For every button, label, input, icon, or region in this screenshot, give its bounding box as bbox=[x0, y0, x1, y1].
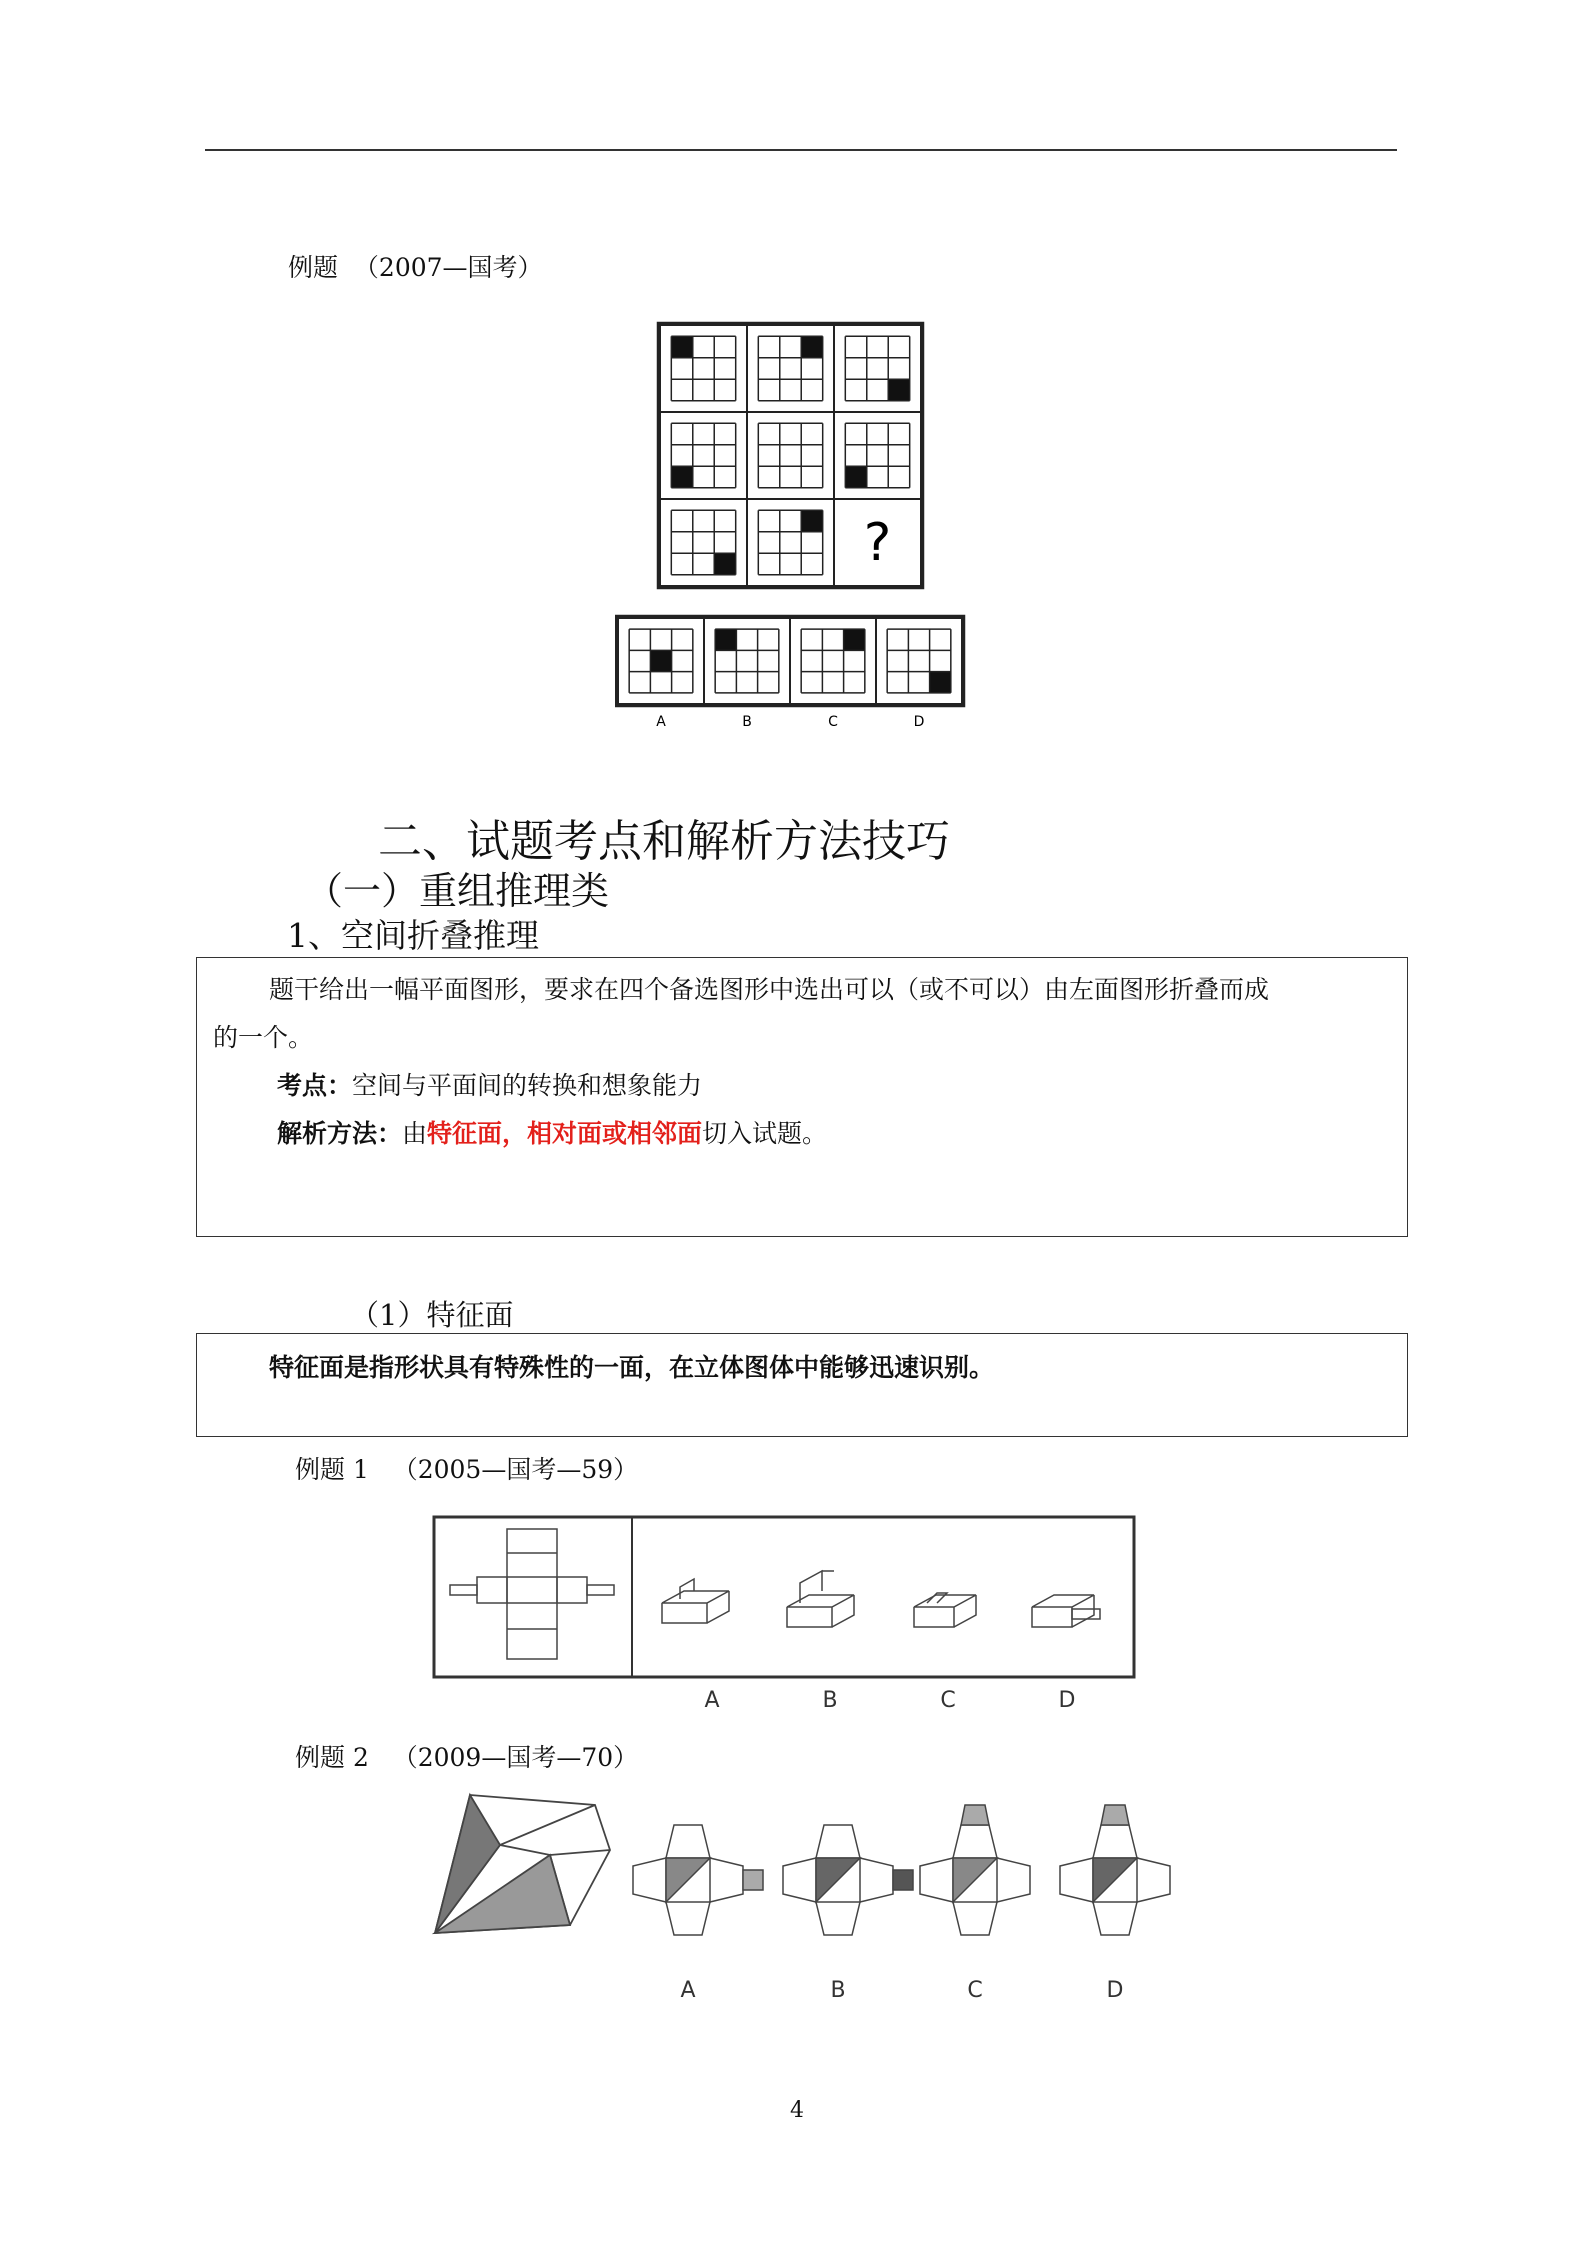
solid-figure bbox=[435, 1795, 610, 1933]
matrix-tile bbox=[747, 325, 834, 412]
question-mark: ? bbox=[863, 512, 892, 573]
item-heading: 1、空间折叠推理 bbox=[287, 916, 539, 955]
exam-point-label: 考点： bbox=[277, 1071, 353, 1100]
example-2-option-a: A bbox=[680, 1978, 696, 2003]
analysis-method-highlight: 特征面，相对面或相邻面 bbox=[427, 1119, 703, 1148]
matrix-puzzle-figure bbox=[615, 320, 975, 730]
net-option-c bbox=[920, 1805, 1030, 1935]
example-1-option-a: A bbox=[704, 1688, 720, 1713]
option-label-c: C bbox=[828, 714, 838, 730]
analysis-method bbox=[277, 1110, 827, 1157]
example-1-option-b: B bbox=[822, 1688, 838, 1713]
exam-point-text: 空间与平面间的转换和想象能力 bbox=[352, 1071, 703, 1100]
header-rule bbox=[205, 149, 1397, 151]
description-line-1: 题干给出一幅平面图形，要求在四个备选图形中选出可以（或不可以）由左面图形折叠而成 bbox=[269, 975, 1270, 1004]
net-option-d bbox=[1060, 1805, 1170, 1935]
example-0-title bbox=[288, 248, 543, 284]
analysis-method-suffix: 切入试题。 bbox=[702, 1119, 828, 1148]
net-option-b bbox=[783, 1825, 913, 1935]
cube-option-d bbox=[1032, 1595, 1100, 1627]
option-label-b: B bbox=[742, 714, 752, 730]
option-tile-c bbox=[790, 618, 876, 704]
matrix-tile bbox=[660, 412, 747, 499]
example-2-title bbox=[295, 1738, 638, 1774]
cube-net-figure bbox=[450, 1529, 614, 1659]
description-box bbox=[196, 957, 1408, 1237]
option-tile-d bbox=[876, 618, 962, 704]
page-number: 4 bbox=[790, 2098, 804, 2123]
sub-heading: （一）重组推理类 bbox=[305, 869, 610, 913]
analysis-method-prefix: 由 bbox=[402, 1119, 428, 1148]
example-0-label: 例题 bbox=[288, 253, 339, 282]
description-line-2: 的一个。 bbox=[213, 1023, 314, 1052]
matrix-tile bbox=[834, 412, 921, 499]
feature-text: 特征面是指形状具有特殊性的一面，在立体图体中能够迅速识别。 bbox=[269, 1353, 995, 1382]
example-1-label: 例题 1 bbox=[295, 1455, 369, 1484]
example-1-figure bbox=[432, 1515, 1152, 1715]
cube-option-c bbox=[914, 1593, 976, 1627]
option-tile-a bbox=[618, 618, 704, 704]
example-1-title bbox=[295, 1450, 638, 1486]
example-1-source: （2005—国考—59） bbox=[392, 1455, 639, 1484]
example-2-source: （2009—国考—70） bbox=[392, 1743, 639, 1772]
example-2-option-b: B bbox=[830, 1978, 846, 2003]
matrix-tile bbox=[747, 499, 834, 586]
feature-box bbox=[196, 1333, 1408, 1437]
analysis-method-label: 解析方法： bbox=[277, 1119, 403, 1148]
example-1-option-c: C bbox=[940, 1688, 956, 1713]
example-1-frame bbox=[434, 1517, 1134, 1677]
matrix-tile bbox=[834, 325, 921, 412]
cube-option-b bbox=[787, 1571, 854, 1627]
net-option-a bbox=[633, 1825, 763, 1935]
cube-option-a bbox=[662, 1579, 729, 1623]
option-label-a: A bbox=[656, 714, 666, 730]
example-2-option-d: D bbox=[1106, 1978, 1124, 2003]
matrix-tile bbox=[747, 412, 834, 499]
example-2-option-c: C bbox=[967, 1978, 983, 2003]
example-1-option-d: D bbox=[1058, 1688, 1076, 1713]
option-tile-b bbox=[704, 618, 790, 704]
exam-point bbox=[277, 1062, 702, 1109]
example-0-source: （2007—国考） bbox=[353, 253, 543, 282]
feature-heading: （1）特征面 bbox=[350, 1298, 514, 1332]
option-label-d: D bbox=[913, 714, 925, 730]
example-2-label: 例题 2 bbox=[295, 1743, 369, 1772]
matrix-tile bbox=[660, 499, 747, 586]
section-heading: 二、试题考点和解析方法技巧 bbox=[378, 816, 950, 867]
matrix-tile bbox=[660, 325, 747, 412]
example-2-figure bbox=[420, 1785, 1220, 2005]
